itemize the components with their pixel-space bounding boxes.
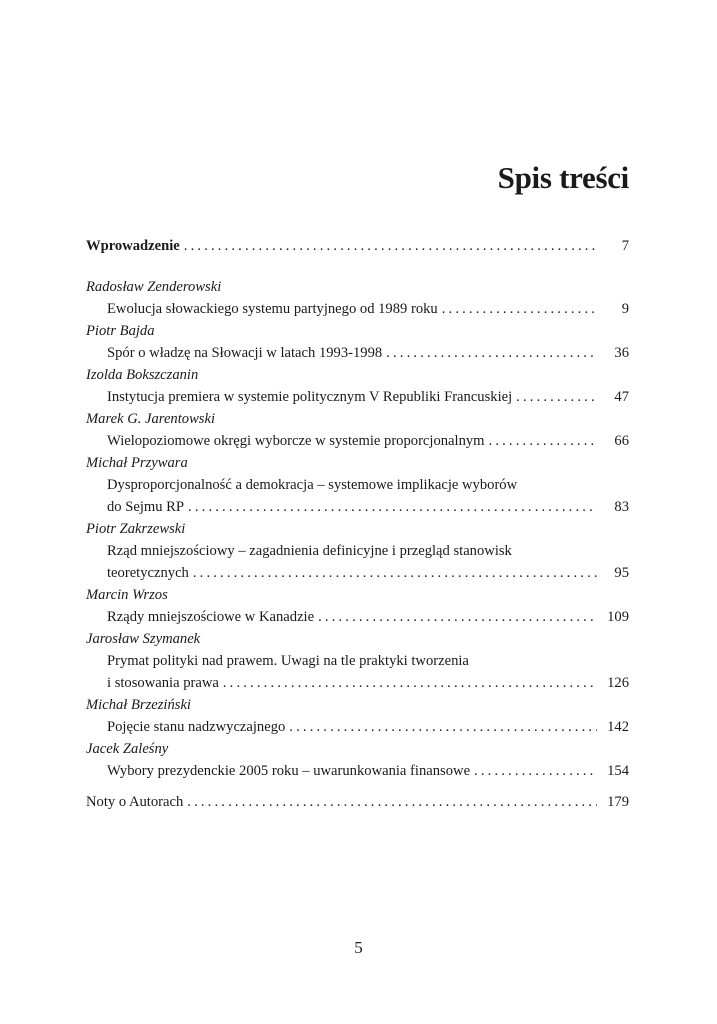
dot-leader <box>474 760 597 782</box>
dot-leader <box>442 298 597 320</box>
toc-author: Radosław Zenderowski <box>86 279 222 295</box>
toc-chapter-title-line <box>86 562 629 584</box>
toc-chapter-title: Spór o władzę na Słowacji w latach 1993-1998 <box>107 345 383 361</box>
toc-page-number: 36 <box>614 345 629 361</box>
toc-author: Piotr Zakrzewski <box>86 521 186 537</box>
toc-entry[interactable] <box>86 320 629 364</box>
toc-chapter-title: Instytucja premiera w systemie politycznym V Republiki Francuskiej <box>107 389 513 405</box>
table-of-contents <box>86 235 629 813</box>
toc-author: Michał Przywara <box>86 455 188 471</box>
dot-leader <box>489 430 597 452</box>
toc-chapter-title-line <box>86 716 629 738</box>
toc-chapter-title-line <box>86 496 629 518</box>
toc-chapter-title-line <box>86 386 629 408</box>
dot-leader <box>184 235 597 257</box>
dot-leader <box>516 386 597 408</box>
toc-chapter-title: Wielopoziomowe okręgi wyborcze w systemie proporcjonalnym <box>107 433 485 449</box>
toc-notes-label: Noty o Autorach <box>86 794 184 810</box>
toc-chapter-title-line <box>86 342 629 364</box>
toc-author: Jacek Zaleśny <box>86 741 169 757</box>
dot-leader <box>193 562 597 584</box>
toc-page-number: 142 <box>607 719 629 735</box>
toc-page-number: 66 <box>614 433 629 449</box>
toc-intro-page: 7 <box>621 238 629 254</box>
toc-intro-label: Wprowadzenie <box>86 238 180 254</box>
toc-entry[interactable] <box>86 452 629 518</box>
toc-notes-page: 179 <box>607 794 629 810</box>
toc-author: Marek G. Jarentowski <box>86 411 216 427</box>
toc-chapter-title: Wybory prezydenckie 2005 roku – uwarunkowania finansowe <box>107 763 471 779</box>
toc-page-number: 83 <box>614 499 629 515</box>
dot-leader <box>318 606 597 628</box>
toc-author: Izolda Bokszczanin <box>86 367 199 383</box>
toc-entry[interactable] <box>86 518 629 584</box>
toc-intro-row[interactable] <box>86 235 629 257</box>
toc-chapter-title: Rządy mniejszościowe w Kanadzie <box>107 609 315 625</box>
toc-entry[interactable] <box>86 276 629 320</box>
toc-entry[interactable] <box>86 584 629 628</box>
toc-entry[interactable] <box>86 408 629 452</box>
toc-chapter-title-line <box>86 672 629 694</box>
toc-page-number: 47 <box>614 389 629 405</box>
toc-chapter-title: Dysproporcjonalność a demokracja – systemowe implikacje wyborów <box>107 477 518 493</box>
toc-entry[interactable] <box>86 694 629 738</box>
toc-page-number: 9 <box>621 301 629 317</box>
toc-page-number: 154 <box>607 763 629 779</box>
dot-leader <box>223 672 597 694</box>
toc-chapter-title-cont: i stosowania prawa <box>107 675 219 691</box>
toc-chapter-title-cont: teoretycznych <box>107 565 189 581</box>
page-number: 5 <box>354 938 363 957</box>
toc-page-number: 126 <box>607 675 629 691</box>
toc-chapter-title-line <box>86 606 629 628</box>
toc-chapter-title: Pojęcie stanu nadzwyczajnego <box>107 719 286 735</box>
toc-chapter-title-line <box>86 430 629 452</box>
toc-entry[interactable] <box>86 364 629 408</box>
toc-author: Michał Brzeziński <box>86 697 191 713</box>
page-title: Spis treści <box>497 160 629 195</box>
toc-author: Marcin Wrzos <box>86 587 168 603</box>
dot-leader <box>289 716 597 738</box>
toc-page-number: 95 <box>614 565 629 581</box>
dot-leader <box>386 342 597 364</box>
toc-chapter-title-line <box>86 760 629 782</box>
toc-notes-row[interactable] <box>86 791 629 813</box>
toc-entry[interactable] <box>86 738 629 782</box>
toc-entry[interactable] <box>86 628 629 694</box>
dot-leader <box>187 791 597 813</box>
toc-page-number: 109 <box>607 609 629 625</box>
toc-author: Piotr Bajda <box>86 323 155 339</box>
toc-chapter-title-cont: do Sejmu RP <box>107 499 185 515</box>
toc-chapter-title: Ewolucja słowackiego systemu partyjnego od 1989 roku <box>107 301 438 317</box>
dot-leader <box>188 496 597 518</box>
toc-chapter-title: Rząd mniejszościowy – zagadnienia definicyjne i przegląd stanowisk <box>107 543 512 559</box>
toc-chapter-title: Prymat polityki nad prawem. Uwagi na tle praktyki tworzenia <box>107 653 469 669</box>
toc-chapter-title-line <box>86 298 629 320</box>
toc-author: Jarosław Szymanek <box>86 631 201 647</box>
